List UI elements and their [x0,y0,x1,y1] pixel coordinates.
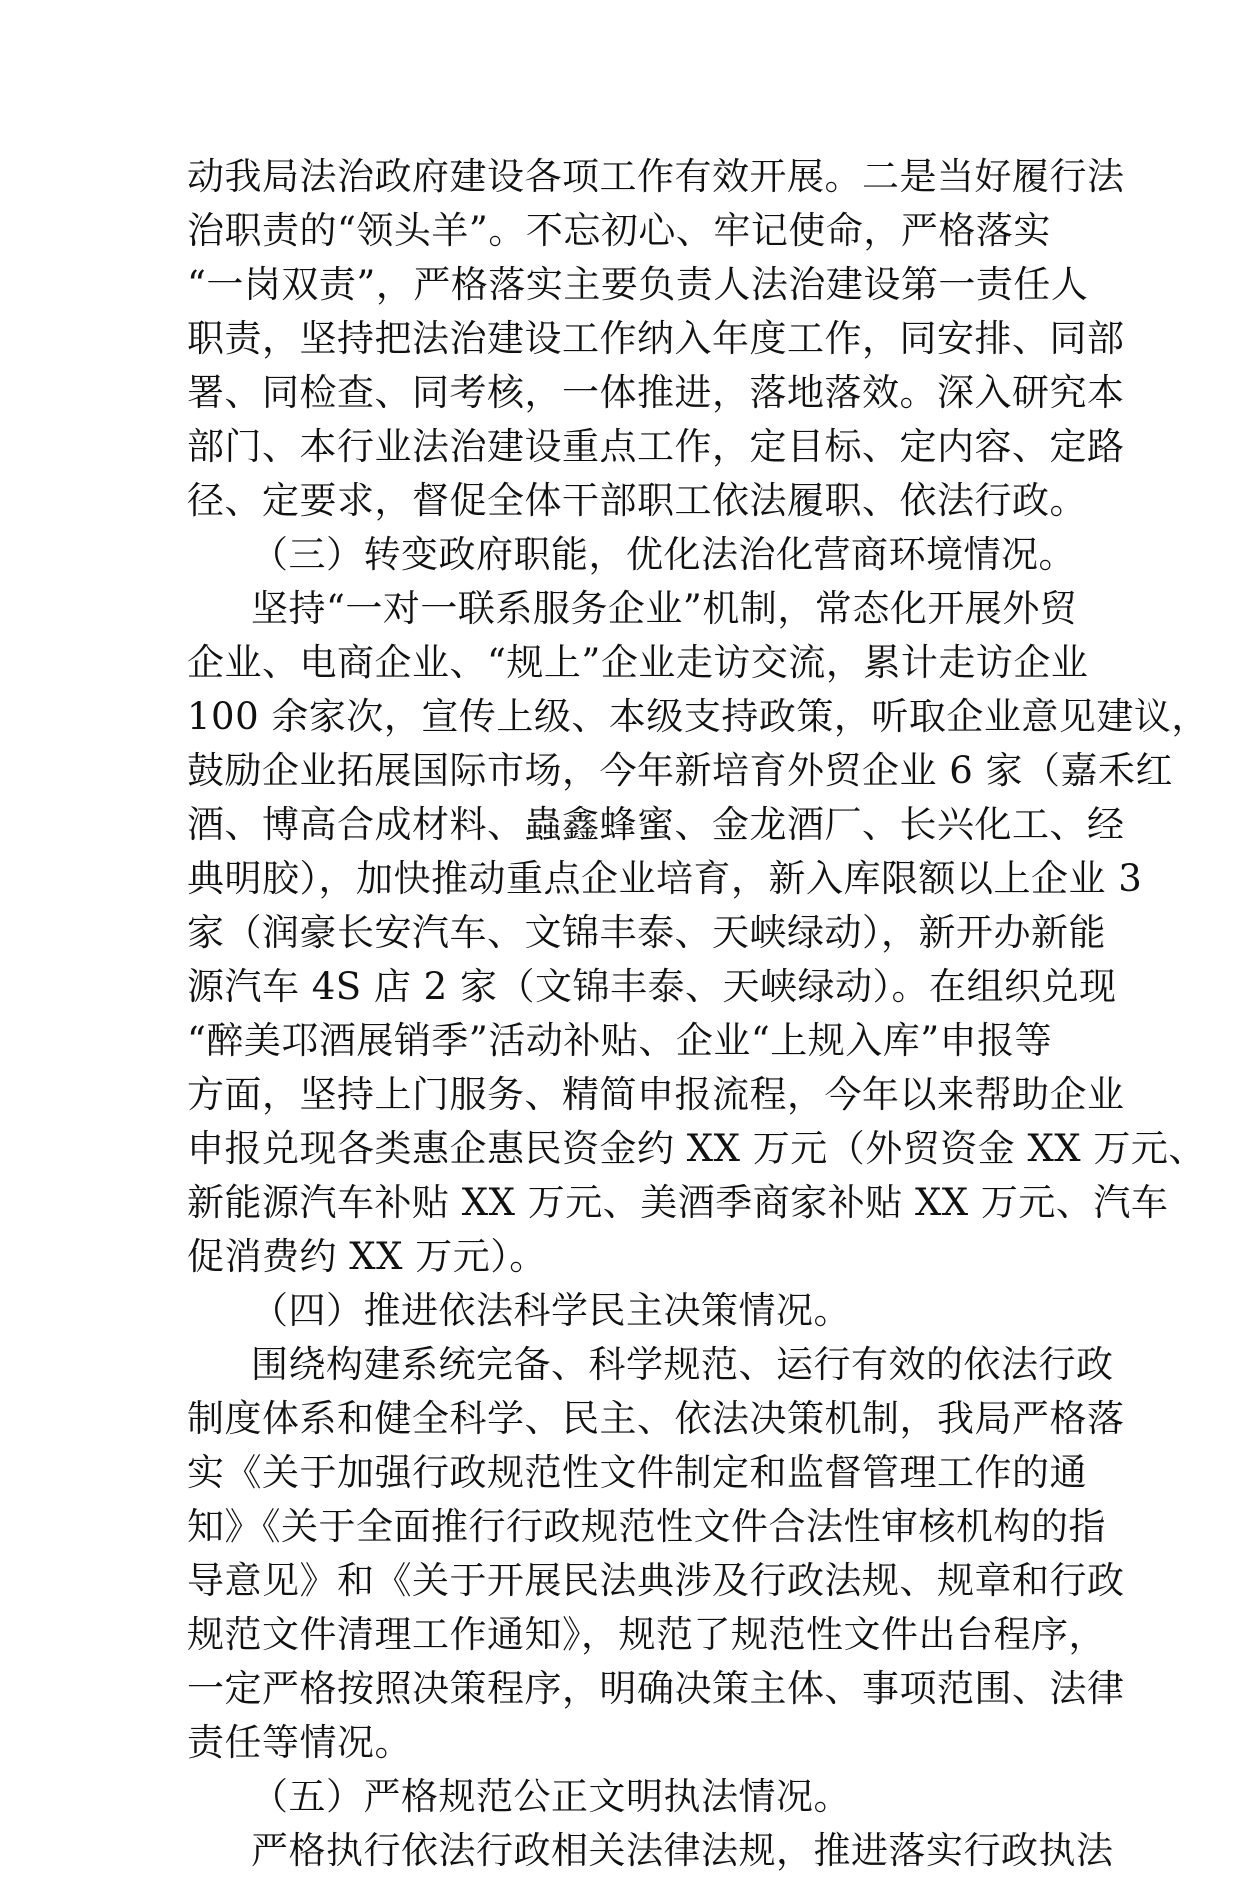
paragraph-first-line: 坚持“一对一联系服务企业”机制，常态化开展外贸 [251,587,1078,630]
text-line: 部门、本行业法治建设重点工作，定目标、定内容、定路 [187,425,1125,468]
text-line: “一岗双责”，严格落实主要负责人法治建设第一责任人 [187,263,1089,306]
paragraph-first-line: 严格执行依法行政相关法律法规，推进落实行政执法 [251,1829,1114,1872]
text-line: 知》《关于全面推行行政规范性文件合法性审核机构的指 [187,1505,1106,1548]
text-line: 制度体系和健全科学、民主、依法决策机制，我局严格落 [187,1397,1125,1440]
text-line: 导意见》和《关于开展民法典涉及行政法规、规章和行政 [187,1559,1125,1602]
text-line: 职责，坚持把法治建设工作纳入年度工作，同安排、同部 [187,317,1125,360]
text-line: 鼓励企业拓展国际市场，今年新培育外贸企业 6 家（嘉禾红 [187,749,1174,792]
text-line: 100 余家次，宣传上级、本级支持政策，听取企业意见建议， [187,695,1209,738]
text-line: 治职责的“领头羊”。不忘初心、牢记使命，严格落实 [187,209,1051,252]
document-body [187,150,1209,1878]
text-line: 促消费约 XX 万元）。 [187,1235,547,1278]
text-line: 典明胶），加快推动重点企业培育，新入库限额以上企业 3 [187,857,1143,900]
text-line: 规范文件清理工作通知》，规范了规范性文件出台程序， [187,1613,1106,1656]
text-line: 实《关于加强行政规范性文件制定和监督管理工作的通 [187,1451,1087,1494]
text-line: 径、定要求，督促全体干部职工依法履职、依法行政。 [187,479,1087,522]
text-line: 动我局法治政府建设各项工作有效开展。二是当好履行法 [187,155,1125,198]
text-line: 酒、博高合成材料、蟲鑫蜂蜜、金龙酒厂、长兴化工、经 [187,803,1125,846]
text-line: 企业、电商企业、“规上”企业走访交流，累计走访企业 [187,641,1089,684]
text-line: 新能源汽车补贴 XX 万元、美酒季商家补贴 XX 万元、汽车 [187,1181,1169,1224]
text-line: “醉美邛酒展销季”活动补贴、企业“上规入库”申报等 [187,1019,1053,1062]
section-heading: （五）严格规范公正文明执法情况。 [251,1775,851,1818]
text-line: 署、同检查、同考核，一体推进，落地落效。深入研究本 [187,371,1125,414]
text-line: 申报兑现各类惠企惠民资金约 XX 万元（外贸资金 XX 万元、 [187,1127,1206,1170]
paragraph-first-line: 围绕构建系统完备、科学规范、运行有效的依法行政 [251,1343,1114,1386]
text-line: 家（润豪长安汽车、文锦丰泰、天峡绿动），新开办新能 [187,911,1106,954]
text-line: 一定严格按照决策程序，明确决策主体、事项范围、法律 [187,1667,1125,1710]
text-line: 源汽车 4S 店 2 家（文锦丰泰、天峡绿动）。在组织兑现 [187,965,1117,1008]
text-line: 方面，坚持上门服务、精简申报流程，今年以来帮助企业 [187,1073,1125,1116]
section-heading: （三）转变政府职能，优化法治化营商环境情况。 [251,533,1076,576]
text-line: 责任等情况。 [187,1721,412,1764]
section-heading: （四）推进依法科学民主决策情况。 [251,1289,851,1332]
